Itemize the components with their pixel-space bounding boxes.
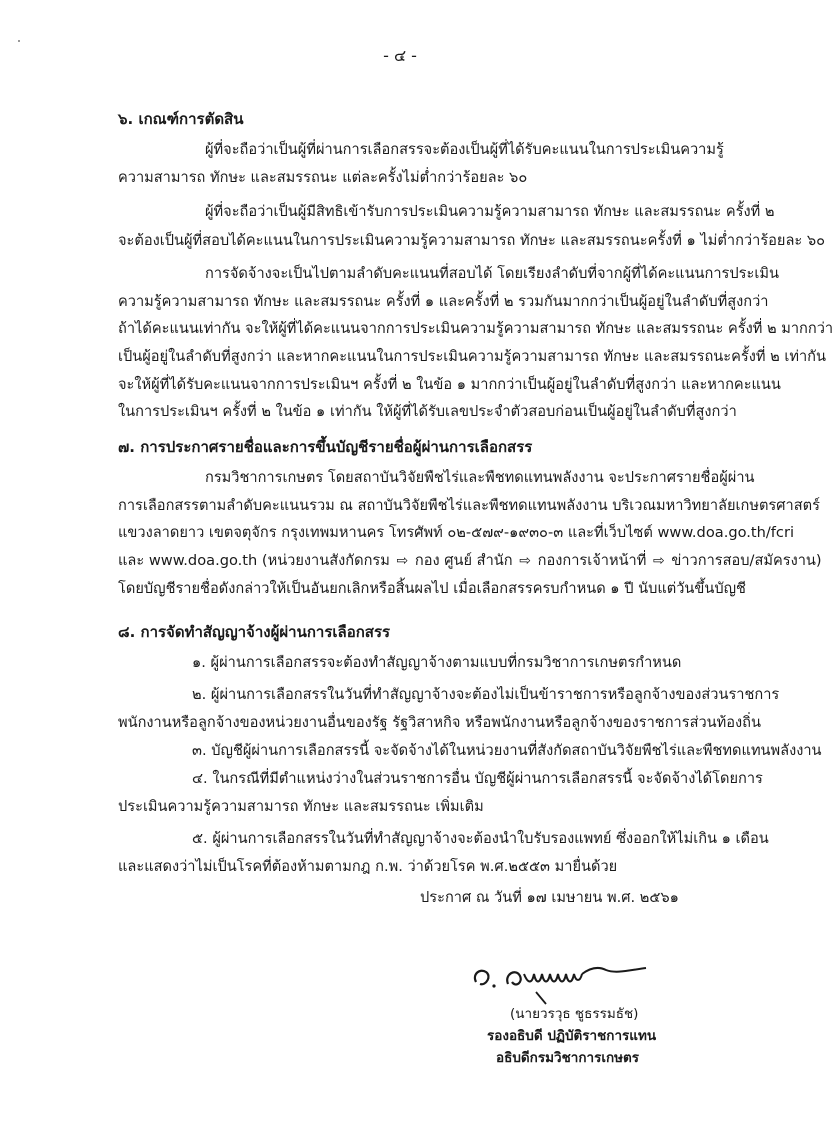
section-8-item: ๔. ในกรณีที่มีตำแหน่งว่างในส่วนราชการอื่น บัญชีผู้ผ่านการเลือกสรรนี้ จะจัดจ้างได้โดยการ: [192, 770, 763, 787]
section-8-item: ประเมินความรู้ความสามารถ ทักษะ และสมรรถนะ เพิ่มเติม: [118, 798, 484, 815]
nav-item: กอง ศูนย์ สำนัก: [414, 552, 513, 569]
announcement-date: ประกาศ ณ วันที่ ๑๗ เมษายน พ.ศ. ๒๕๖๑: [420, 889, 679, 906]
section-8-item: พนักงานหรือลูกจ้างของหน่วยงานอื่นของรัฐ รัฐวิสาหกิจ หรือพนักงานหรือลูกจ้างของราชการส่วนท้องถิ่น: [118, 714, 761, 731]
section-7-nav-line: [118, 549, 822, 572]
signatory-position: อธิบดีกรมวิชาการเกษตร: [496, 1050, 640, 1066]
section-7-line: โดยบัญชีรายชื่อดังกล่าวให้เป็นอันยกเลิกหรือสิ้นผลไป เมื่อเลือกสรรครบกำหนด ๑ ปี นับแต่วันขึ้นบัญชี: [118, 580, 746, 597]
nav-item: กองการเจ้าหน้าที่: [537, 552, 647, 569]
arrow-right-icon: ⇨: [519, 553, 531, 569]
section-6-line: ผู้ที่จะถือว่าเป็นผู้มีสิทธิเข้ารับการประเมินความรู้ความสามารถ ทักษะ และสมรรถนะ ครั้งที่ ๒: [205, 203, 775, 220]
section-7-line: การเลือกสรรตามลำดับคะแนนรวม ณ สถาบันวิจัยพืชไร่และพืชทดแทนพลังงาน บริเวณมหาวิทยาลัยเกษตรศาสตร์: [118, 497, 820, 514]
section-6-line: ในการประเมินฯ ครั้งที่ ๒ ในข้อ ๑ เท่ากัน ให้ผู้ที่ได้รับเลขประจำตัวสอบก่อนเป็นผู้อยู่ในลำดับที่สูงกว่า: [118, 403, 737, 420]
nav-item: ข่าวการสอบ/สมัครงาน): [671, 552, 822, 569]
page-number: - ๔ -: [383, 46, 417, 65]
section-8-item: ๒. ผู้ผ่านการเลือกสรรในวันที่ทำสัญญาจ้างจะต้องไม่เป็นข้าราชการหรือลูกจ้างของส่วนราชการ: [192, 686, 780, 703]
section-8-item: ๓. บัญชีผู้ผ่านการเลือกสรรนี้ จะจัดจ้างได้ในหน่วยงานที่สังกัดสถาบันวิจัยพืชไร่และพืชทดแทนพลังงาน: [192, 742, 822, 759]
arrow-right-icon: ⇨: [396, 553, 409, 569]
section-8-item: และแสดงว่าไม่เป็นโรคที่ต้องห้ามตามกฎ ก.พ. ว่าด้วยโรค พ.ศ.๒๕๕๓ มายื่นด้วย: [118, 858, 618, 875]
signatory-name: (นายวรวุธ ชูธรรมธัช): [510, 1006, 639, 1022]
section-8-item: ๑. ผู้ผ่านการเลือกสรรจะต้องทำสัญญาจ้างตามแบบที่กรมวิชาการเกษตรกำหนด: [192, 654, 682, 671]
section-6-line: ถ้าได้คะแนนเท่ากัน จะให้ผู้ที่ได้คะแนนจากการประเมินความรู้ความสามารถ ทักษะ และสมรรถนะ ครั้งที่ ๒ มากกว่า: [118, 320, 833, 337]
section-6-line: ผู้ที่จะถือว่าเป็นผู้ที่ผ่านการเลือกสรรจะต้องเป็นผู้ที่ได้รับคะแนนในการประเมินความรู้: [205, 141, 724, 158]
section-6-line: การจัดจ้างจะเป็นไปตามลำดับคะแนนที่สอบได้ โดยเรียงลำดับที่จากผู้ที่ได้คะแนนการประเมิน: [205, 265, 779, 282]
section-7-line: กรมวิชาการเกษตร โดยสถาบันวิจัยพืชไร่และพืชทดแทนพลังงาน จะประกาศรายชื่อผู้ผ่าน: [205, 469, 755, 486]
arrow-right-icon: ⇨: [653, 553, 665, 569]
section-8-heading: ๘. การจัดทำสัญญาจ้างผู้ผ่านการเลือกสรร: [118, 623, 391, 641]
section-6-line: จะต้องเป็นผู้ที่สอบได้คะแนนในการประเมินความรู้ความสามารถ ทักษะ และสมรรถนะครั้งที่ ๑ ไม่ต่ำกว่าร้อยละ ๖๐: [118, 232, 826, 249]
nav-prefix: และ www.doa.go.th (หน่วยงานสังกัดกรม: [118, 552, 390, 569]
section-7-heading: ๗. การประกาศรายชื่อและการขึ้นบัญชีรายชื่อผู้ผ่านการเลือกสรร: [118, 438, 533, 456]
scan-speck: [18, 40, 20, 42]
section-7-line: แขวงลาดยาว เขตจตุจักร กรุงเทพมหานคร โทรศัพท์ ๐๒-๕๗๙-๑๙๓๐-๓ และที่เว็บไซต์ www.doa.go.th/fcri: [118, 524, 795, 541]
section-8-item: ๕. ผู้ผ่านการเลือกสรรในวันที่ทำสัญญาจ้างจะต้องนำใบรับรองแพทย์ ซึ่งออกให้ไม่เกิน ๑ เดือน: [192, 830, 769, 847]
handwritten-signature: [470, 960, 670, 1000]
section-6-heading: ๖. เกณฑ์การตัดสิน: [118, 110, 244, 128]
section-6-line: ความรู้ความสามารถ ทักษะ และสมรรถนะ ครั้งที่ ๑ และครั้งที่ ๒ รวมกันมากกว่าเป็นผู้อยู่ในลำดับที่สูงกว่า: [118, 293, 769, 310]
section-6-line: จะให้ผู้ที่ได้รับคะแนนจากการประเมินฯ ครั้งที่ ๒ ในข้อ ๑ มากกว่าเป็นผู้อยู่ในลำดับที่สูงกว่า และหากคะแนน: [118, 376, 781, 393]
signatory-position: รองอธิบดี ปฏิบัติราชการแทน: [487, 1028, 657, 1044]
section-6-line: เป็นผู้อยู่ในลำดับที่สูงกว่า และหากคะแนนในการประเมินความรู้ความสามารถ ทักษะ และสมรรถนะครั้งที่ ๒ เท่ากัน: [118, 348, 826, 365]
section-6-line: ความสามารถ ทักษะ และสมรรถนะ แต่ละครั้งไม่ต่ำกว่าร้อยละ ๖๐: [118, 169, 528, 186]
